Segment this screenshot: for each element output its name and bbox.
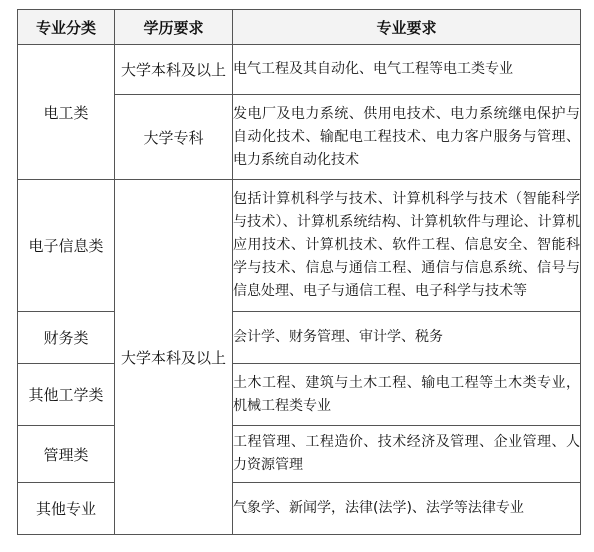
category-cell: 其他工学类 [18,364,115,426]
requirement-cell: 发电厂及电力系统、供用电技术、电力系统继电保护与自动化技术、输配电工程技术、电力客户服务与管理、电力系统自动化技术 [233,95,581,180]
table-row [18,426,581,483]
education-cell: 大学本科及以上 [115,180,233,535]
category-cell: 电子信息类 [18,180,115,312]
requirement-cell: 工程管理、工程造价、技术经济及管理、企业管理、人力资源管理 [233,426,581,483]
requirement-cell: 包括计算机科学与技术、计算机科学与技术（智能科学与技术）、计算机系统结构、计算机软件与理论、计算机应用技术、计算机技术、软件工程、信息安全、智能科学与技术、信息与通信工程、通信与信息系统、信号与信息处理、电子与通信工程、电子科学与技术等 [233,180,581,312]
requirement-cell: 土木工程、建筑与土木工程、输电工程等土木类专业，机械工程类专业 [233,364,581,426]
requirement-cell: 气象学、新闻学，法律(法学)、法学等法律专业 [233,483,581,535]
category-cell: 财务类 [18,312,115,364]
header-category: 专业分类 [18,10,115,45]
table-row [18,483,581,535]
table-row [18,45,581,95]
education-cell: 大学本科及以上 [115,45,233,95]
table-header-row [18,10,581,45]
header-requirement: 专业要求 [233,10,581,45]
major-requirements-table [17,9,581,535]
table-row [18,180,581,312]
education-cell: 大学专科 [115,95,233,180]
requirement-cell: 会计学、财务管理、审计学、税务 [233,312,581,364]
requirement-cell: 电气工程及其自动化、电气工程等电工类专业 [233,45,581,95]
category-cell: 管理类 [18,426,115,483]
table-row [18,364,581,426]
category-cell: 电工类 [18,45,115,180]
category-cell: 其他专业 [18,483,115,535]
table-row [18,312,581,364]
header-education: 学历要求 [115,10,233,45]
